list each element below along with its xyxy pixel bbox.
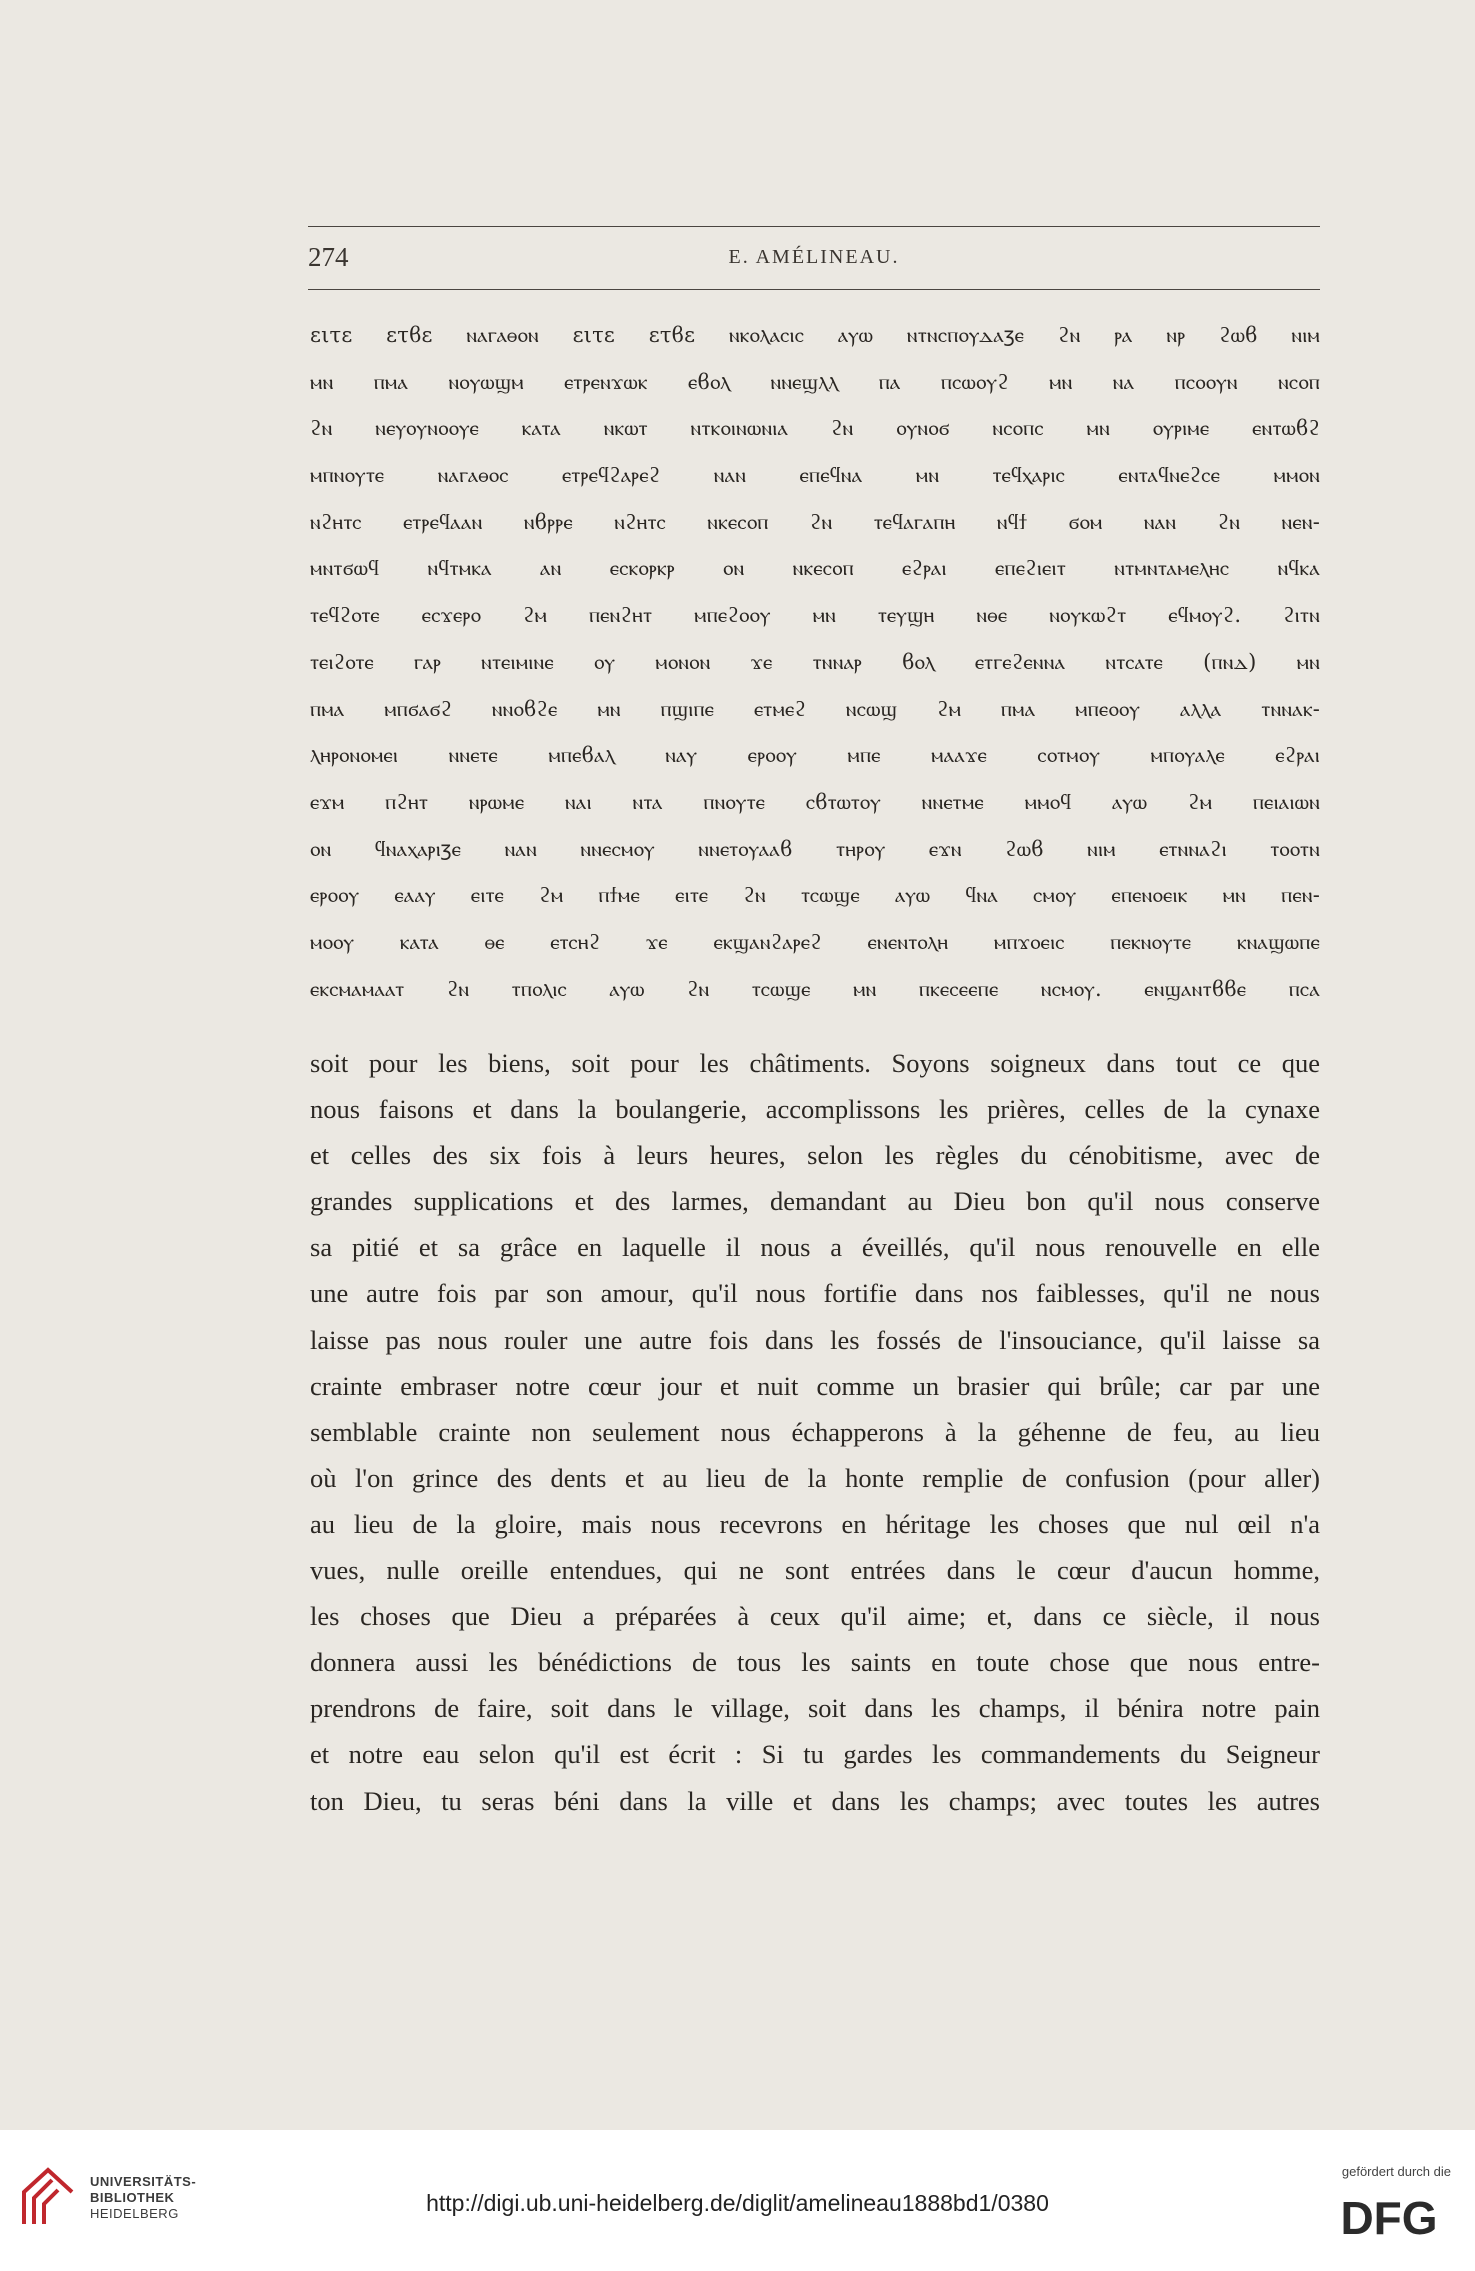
french-line: les choses que Dieu a préparées à ceux qu'il aime; et, dans ce siècle, il nous — [310, 1601, 1320, 1632]
coptic-line: ⲛϩⲏⲧⲥ ⲉⲧⲣⲉϥⲁⲁⲛ ⲛϐⲣⲣⲉ ⲛϩⲏⲧⲥ ⲛⲕⲉⲥⲟⲡ ϩⲛ ⲧⲉϥⲁⲅⲁⲡⲏ ⲛϥϯ ϭⲟⲙ ⲛⲁⲛ ϩⲛ ⲛⲉⲛ- — [310, 509, 1320, 534]
coptic-text-block — [310, 312, 1320, 1012]
french-line: soit pour les biens, soit pour les châtiments. Soyons soigneux dans tout ce que — [310, 1048, 1320, 1078]
coptic-line: ⲙⲟⲟⲩ ⲕⲁⲧⲁ ⲑⲉ ⲉⲧⲥⲏϩ ϫⲉ ⲉⲕϣⲁⲛϩⲁⲣⲉϩ ⲉⲛⲉⲛⲧⲟⲗⲏ ⲙⲡϫⲟⲉⲓⲥ ⲡⲉⲕⲛⲟⲩⲧⲉ ⲕⲛⲁϣⲱⲡⲉ — [310, 929, 1320, 954]
french-line: donnera aussi les bénédictions de tous les saints en toute chose que nous entre- — [310, 1647, 1320, 1678]
french-line: où l'on grince des dents et au lieu de la honte remplie de confusion (pour aller) — [310, 1462, 1320, 1493]
page-number: 274 — [308, 242, 349, 272]
coptic-line: ⲡⲙⲁ ⲙⲡϭⲁϭϩ ⲛⲛⲟϐϩⲉ ⲙⲛ ⲡϣⲓⲡⲉ ⲉⲧⲙⲉϩ ⲛⲥⲱϣ ϩⲙ ⲡⲙⲁ ⲙⲡⲉⲟⲟⲩ ⲁⲗⲗⲁ ⲧⲛⲛⲁⲕ- — [310, 696, 1320, 721]
coptic-line: ⲧⲉⲓϩⲟⲧⲉ ⲅⲁⲣ ⲛⲧⲉⲓⲙⲓⲛⲉ ⲟⲩ ⲙⲟⲛⲟⲛ ϫⲉ ⲧⲛⲛⲁⲣ ϐⲟⲗ ⲉⲧⲅⲉϩⲉⲛⲛⲁ ⲛⲧⲥⲁⲧⲉ (ⲡⲛⲇ) ⲙⲛ — [310, 649, 1320, 674]
french-line: crainte embraser notre cœur jour et nuit comme un brasier qui brûle; car par une — [310, 1370, 1320, 1401]
library-name-line: UNIVERSITÄTS- — [90, 2174, 197, 2189]
coptic-line: ⲙⲛ ⲡⲙⲁ ⲛⲟⲩⲱϣⲙ ⲉⲧⲣⲉⲛϫⲱⲕ ⲉϐⲟⲗ ⲛⲛⲉϣⲗⲗ ⲡⲁ ⲡⲥⲱⲟⲩϩ ⲙⲛ ⲛⲁ ⲡⲥⲟⲟⲩⲛ ⲛⲥⲟⲡ — [310, 369, 1320, 394]
coptic-line: ⲙⲛⲧϭⲱϥ ⲛϥⲧⲙⲕⲁ ⲁⲛ ⲉⲥⲕⲟⲣⲕⲣ ⲟⲛ ⲛⲕⲉⲥⲟⲡ ⲉϩⲣⲁⲓ ⲉⲡⲉϩⲓⲉⲓⲧ ⲛⲧⲙⲛⲧⲁⲙⲉⲗⲏⲥ ⲛϥⲕⲁ — [310, 556, 1320, 581]
french-line: grandes supplications et des larmes, demandant au Dieu bon qu'il nous conserve — [310, 1186, 1320, 1217]
running-head: E. AMÉLINEAU. — [728, 246, 900, 268]
french-translation-block — [310, 1040, 1320, 1824]
french-line: sa pitié et sa grâce en laquelle il nous a éveillés, qu'il nous renouvelle en elle — [310, 1232, 1320, 1263]
coptic-line: ⲗⲏⲣⲟⲛⲟⲙⲉⲓ ⲛⲛⲉⲧⲉ ⲙⲡⲉϐⲁⲗ ⲛⲁⲩ ⲉⲣⲟⲟⲩ ⲙⲡⲉ ⲙⲁⲁϫⲉ ⲥⲟⲧⲙⲟⲩ ⲙⲡⲟⲩⲁⲗⲉ ⲉϩⲣⲁⲓ — [310, 743, 1320, 768]
coptic-line: ⲧⲉϥϩⲟⲧⲉ ⲉⲥϫⲉⲣⲟ ϩⲙ ⲡⲉⲛϩⲏⲧ ⲙⲡⲉϩⲟⲟⲩ ⲙⲛ ⲧⲉⲩϣⲏ ⲛⲑⲉ ⲛⲟⲩⲕⲱϩⲧ ⲉϥⲙⲟⲩϩ. ϩⲓⲧⲛ — [310, 603, 1320, 628]
dfg-logo-text: DFG — [1340, 2192, 1438, 2240]
coptic-line: ⲉⲣⲟⲟⲩ ⲉⲁⲁⲩ ⲉⲓⲧⲉ ϩⲙ ⲡϯⲙⲉ ⲉⲓⲧⲉ ϩⲛ ⲧⲥⲱϣⲉ ⲁⲩⲱ ϥⲛⲁ ⲥⲙⲟⲩ ⲉⲡⲉⲛⲟⲉⲓⲕ ⲙⲛ ⲡⲉⲛ- — [310, 883, 1320, 908]
coptic-line: ⲉϫⲙ ⲡϩⲏⲧ ⲛⲣⲱⲙⲉ ⲛⲁⲓ ⲛⲧⲁ ⲡⲛⲟⲩⲧⲉ ⲥϐⲧⲱⲧⲟⲩ ⲛⲛⲉⲧⲙⲉ ⲙⲙⲟϥ ⲁⲩⲱ ϩⲙ ⲡⲉⲓⲁⲓⲱⲛ — [310, 789, 1320, 814]
coptic-line: ϩⲛ ⲛⲉⲩⲟⲩⲛⲟⲟⲩⲉ ⲕⲁⲧⲁ ⲛⲕⲱⲧ ⲛⲧⲕⲟⲓⲛⲱⲛⲓⲁ ϩⲛ ⲟⲩⲛⲟϭ ⲛⲥⲟⲡⲥ ⲙⲛ ⲟⲩⲣⲓⲙⲉ ⲉⲛⲧⲱϐϩ — [310, 416, 1320, 441]
french-line: une autre fois par son amour, qu'il nous fortifie dans nos faiblesses, qu'il ne nous — [310, 1278, 1320, 1309]
library-name-line: BIBLIOTHEK — [90, 2190, 175, 2205]
header-rule-top — [308, 226, 1320, 227]
digitization-footer — [0, 2130, 1475, 2271]
header-rule-bottom — [308, 289, 1320, 290]
french-line: semblable crainte non seulement nous échapperons à la géhenne de feu, au lieu — [310, 1416, 1320, 1447]
french-line: vues, nulle oreille entendues, qui ne sont entrées dans le cœur d'aucun homme, — [310, 1555, 1320, 1586]
french-line: nous faisons et dans la boulangerie, accomplissons les prières, celles de la cynaxe — [310, 1094, 1320, 1125]
coptic-line: ⲉⲕⲥⲙⲁⲙⲁⲁⲧ ϩⲛ ⲧⲡⲟⲗⲓⲥ ⲁⲩⲱ ϩⲛ ⲧⲥⲱϣⲉ ⲙⲛ ⲡⲕⲉⲥⲉⲉⲡⲉ ⲛⲥⲙⲟⲩ. ⲉⲛϣⲁⲛⲧϐϐⲉ ⲡⲥⲁ — [310, 976, 1320, 1001]
french-line: et celles des six fois à leurs heures, selon les règles du cénobitisme, avec de — [310, 1140, 1320, 1171]
permalink-url[interactable]: http://digi.ub.uni-heidelberg.de/diglit/amelineau1888bd1/0380 — [426, 2190, 1049, 2216]
dfg-logo-icon — [1325, 2192, 1453, 2240]
page-header — [308, 242, 1320, 276]
coptic-line: ειτε ετϐε ⲛⲁⲅⲁⲑⲟⲛ ειτε ετϐε ⲛⲕⲟⲗⲁⲥⲓⲥ ⲁⲩⲱ ⲛⲧⲛⲥⲡⲟⲩⲇⲁⳅⲉ ϩⲛ ⲣⲁ ⲛⲣ ϩⲱϐ ⲛⲓⲙ — [310, 323, 1320, 347]
coptic-line: ⲙⲡⲛⲟⲩⲧⲉ ⲛⲁⲅⲁⲑⲟⲥ ⲉⲧⲣⲉϥϩⲁⲣⲉϩ ⲛⲁⲛ ⲉⲡⲉϥⲛⲁ ⲙⲛ ⲧⲉϥⲭⲁⲣⲓⲥ ⲉⲛⲧⲁϥⲛⲉϩⲥⲉ ⲙⲙⲟⲛ — [310, 463, 1320, 488]
french-line: et notre eau selon qu'il est écrit : Si tu gardes les commandements du Seigneur — [310, 1739, 1320, 1770]
french-line: laisse pas nous rouler une autre fois dans les fossés de l'insouciance, qu'il laisse sa — [310, 1324, 1320, 1355]
library-name-line: HEIDELBERG — [90, 2206, 179, 2221]
french-line: prendrons de faire, soit dans le village, soit dans les champs, il bénira notre pain — [310, 1693, 1320, 1724]
coptic-line: ⲟⲛ ϥⲛⲁⲭⲁⲣⲓⳅⲉ ⲛⲁⲛ ⲛⲛⲉⲥⲙⲟⲩ ⲛⲛⲉⲧⲟⲩⲁⲁϐ ⲧⲏⲣⲟⲩ ⲉϫⲛ ϩⲱϐ ⲛⲓⲙ ⲉⲧⲛⲛⲁϩⲓ ⲧⲟⲟⲧⲛ — [310, 836, 1320, 861]
funded-by-label: gefördert durch die — [1341, 2164, 1451, 2179]
french-line: ton Dieu, tu seras béni dans la ville et dans les champs; avec toutes les autres — [310, 1785, 1320, 1816]
french-line: au lieu de la gloire, mais nous recevrons en héritage les choses que nul œil n'a — [310, 1508, 1320, 1539]
